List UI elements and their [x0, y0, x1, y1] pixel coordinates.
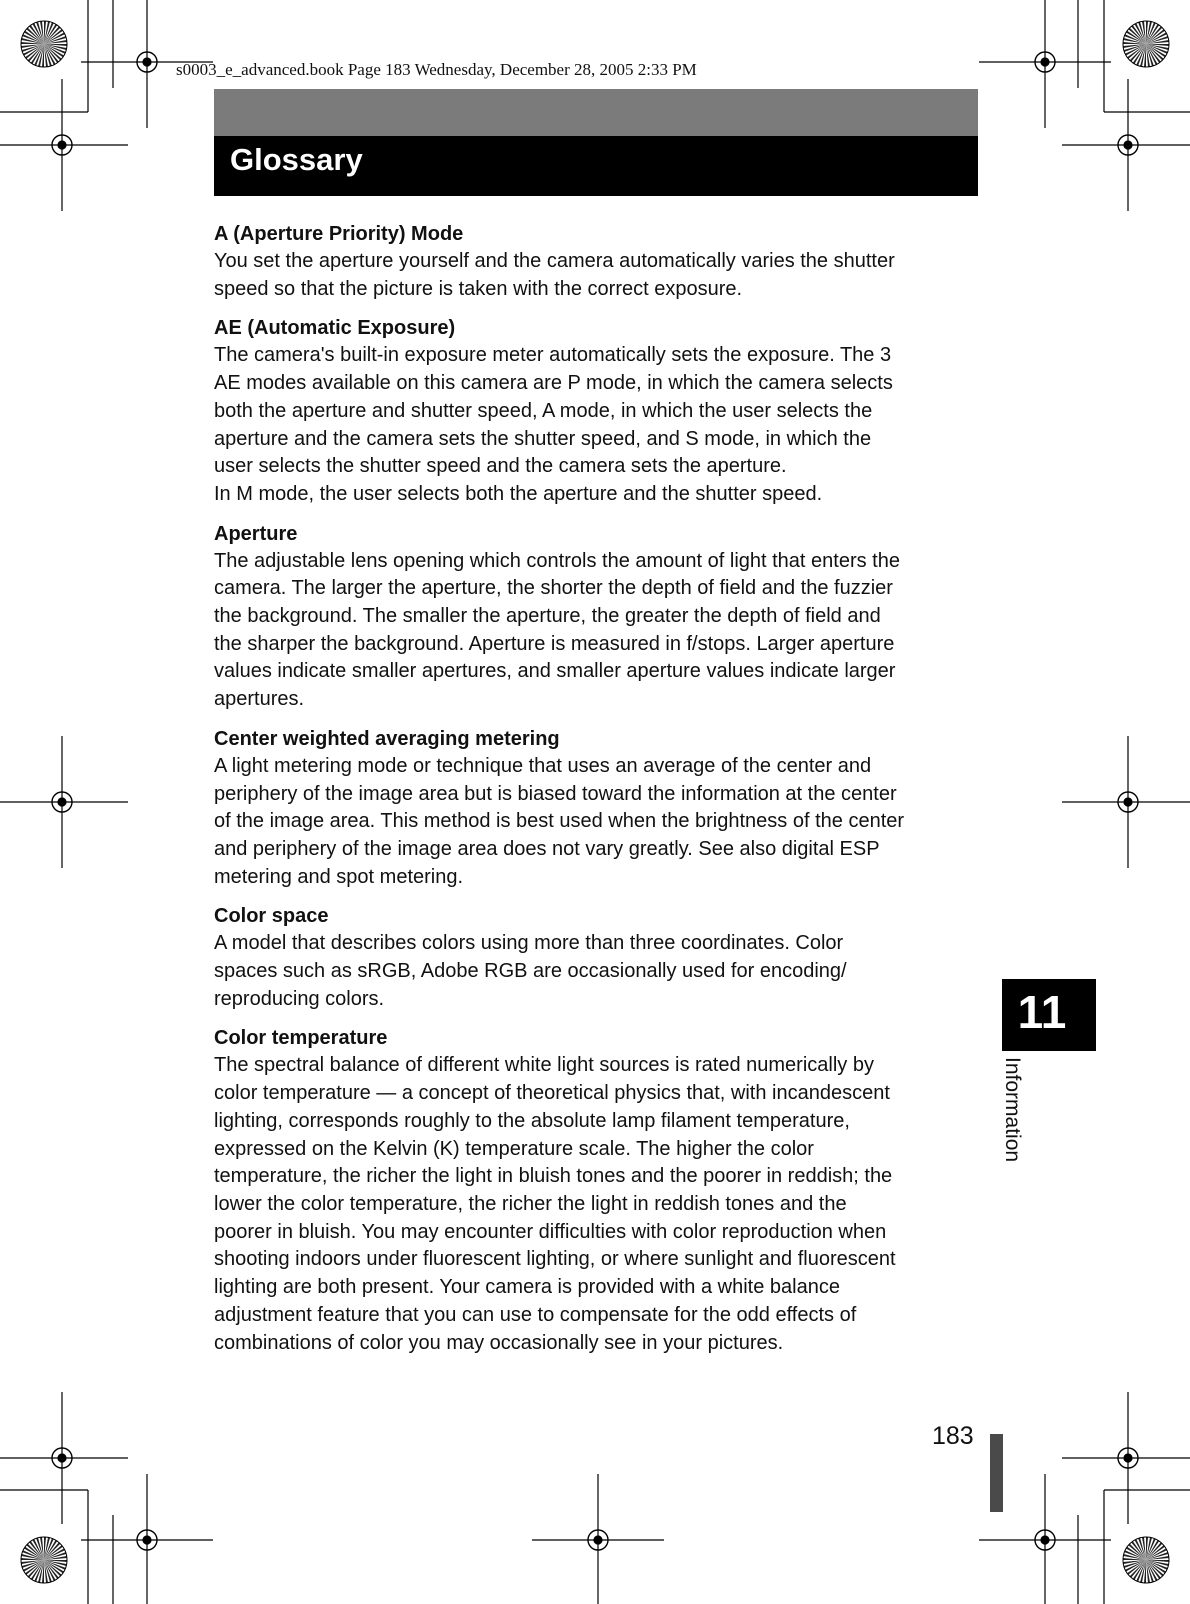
- definition-line: lower the color temperature, the richer the light in reddish tones and the: [214, 1192, 847, 1215]
- starburst-registration-mark: [1123, 1537, 1169, 1583]
- definition-line: You set the aperture yourself and the camera automatically varies the shutter: [214, 250, 895, 272]
- glossary-definition: [214, 548, 984, 714]
- crosshair-mark: [0, 736, 128, 868]
- glossary-term: Center weighted averaging metering: [214, 727, 560, 750]
- definition-line: color temperature — a concept of theoretical physics that, with incandescent: [214, 1082, 890, 1105]
- definition-line: expressed on the Kelvin (K) temperature scale. The higher the color: [214, 1137, 814, 1160]
- definition-line: metering and spot metering.: [214, 865, 464, 888]
- definition-line: lighting, corresponds roughly to the absolute lamp filament temperature,: [214, 1109, 850, 1132]
- definition-line: combinations of color you may occasionally see in your pictures.: [214, 1331, 784, 1354]
- definition-line: apertures.: [214, 688, 305, 711]
- definition-line: values indicate smaller apertures, and smaller aperture values indicate larger: [214, 660, 896, 683]
- print-header: s0003_e_advanced.book Page 183 Wednesday, December 28, 2005 2:33 PM: [176, 60, 697, 79]
- definition-line: spaces such as sRGB, Adobe RGB are occasionally used for encoding/: [214, 960, 847, 983]
- glossary-term: Aperture: [214, 522, 298, 545]
- glossary-entry: [214, 520, 984, 714]
- glossary-entry: [214, 725, 984, 892]
- glossary-definition: [214, 930, 984, 1013]
- section-banner-band: [214, 89, 978, 136]
- crosshair-mark: [0, 79, 128, 211]
- starburst-registration-mark: [21, 21, 67, 67]
- definition-line: The adjustable lens opening which controls the amount of light that enters the: [214, 549, 900, 572]
- glossary-entry: [214, 220, 984, 303]
- glossary-definition: [214, 1052, 984, 1357]
- definition-line: of the image area. This method is best used when the brightness of the center: [214, 810, 905, 833]
- page-number: 183: [932, 1422, 974, 1450]
- definition-line: and periphery of the image area does not vary greatly. See also digital ESP: [214, 837, 880, 860]
- chapter-number: 11: [1017, 986, 1067, 1038]
- glossary-definition: [214, 248, 984, 303]
- definition-line: In M mode, the user selects both the aperture and the shutter speed.: [214, 482, 823, 505]
- section-banner: [214, 136, 978, 196]
- glossary-list: [214, 220, 984, 1368]
- definition-line: both the aperture and shutter speed, A mode, in which the user selects the: [214, 399, 873, 422]
- definition-line: poorer in bluish. You may encounter difficulties with color reproduction when: [214, 1220, 887, 1243]
- crosshair-mark: [0, 1392, 128, 1524]
- definition-line: The camera's built-in exposure meter automatically sets the exposure. The 3: [214, 344, 892, 367]
- crosshair-mark: [1062, 79, 1190, 211]
- definition-line: the sharper the background. Aperture is measured in f/stops. Larger aperture: [214, 632, 895, 655]
- section-title: Glossary: [230, 142, 363, 177]
- glossary-term: A (Aperture Priority) Mode: [214, 223, 464, 245]
- definition-line: aperture and the camera sets the shutter speed, and S mode, in which the: [214, 427, 872, 450]
- chapter-label: Information: [1001, 1057, 1024, 1163]
- crosshair-mark: [81, 1474, 213, 1604]
- definition-line: temperature, the richer the light in bluish tones and the poorer in reddish; the: [214, 1165, 893, 1188]
- glossary-entry: [214, 1024, 984, 1357]
- glossary-term: Color space: [214, 905, 329, 928]
- crosshair-mark: [1062, 1392, 1190, 1524]
- starburst-registration-mark: [21, 1537, 67, 1583]
- definition-line: The spectral balance of different white light sources is rated numerically by: [214, 1054, 874, 1077]
- crosshair-mark: [532, 1474, 664, 1604]
- glossary-definition: [214, 753, 984, 892]
- glossary-entry: [214, 902, 984, 1013]
- definition-line: user selects the shutter speed and the camera sets the aperture.: [214, 455, 787, 478]
- crosshair-mark: [979, 0, 1111, 128]
- starburst-registration-mark: [1123, 21, 1169, 67]
- page-number-bar: [990, 1434, 1003, 1512]
- chapter-tab: [1002, 979, 1096, 1051]
- definition-line: lighting are both present. Your camera is provided with a white balance: [214, 1276, 840, 1299]
- definition-line: the background. The smaller the aperture, the greater the depth of field and: [214, 605, 881, 628]
- glossary-term: Color temperature: [214, 1027, 388, 1050]
- glossary-entry: [214, 314, 984, 508]
- definition-line: periphery of the image area but is biased toward the information at the center: [214, 782, 897, 805]
- crosshair-mark: [1062, 736, 1190, 868]
- definition-line: reproducing colors.: [214, 987, 385, 1010]
- definition-line: AE modes available on this camera are P mode, in which the camera selects: [214, 372, 893, 395]
- definition-line: camera. The larger the aperture, the shorter the depth of field and the fuzzier: [214, 577, 893, 600]
- definition-line: shooting indoors under fluorescent lighting, or where sunlight and fluorescent: [214, 1248, 896, 1271]
- definition-line: adjustment feature that you can use to compensate for the odd effects of: [214, 1303, 857, 1326]
- glossary-definition: [214, 342, 984, 508]
- glossary-term: AE (Automatic Exposure): [214, 317, 456, 340]
- definition-line: A model that describes colors using more than three coordinates. Color: [214, 932, 844, 955]
- definition-line: speed so that the picture is taken with the correct exposure.: [214, 277, 743, 300]
- definition-line: A light metering mode or technique that uses an average of the center and: [214, 754, 872, 777]
